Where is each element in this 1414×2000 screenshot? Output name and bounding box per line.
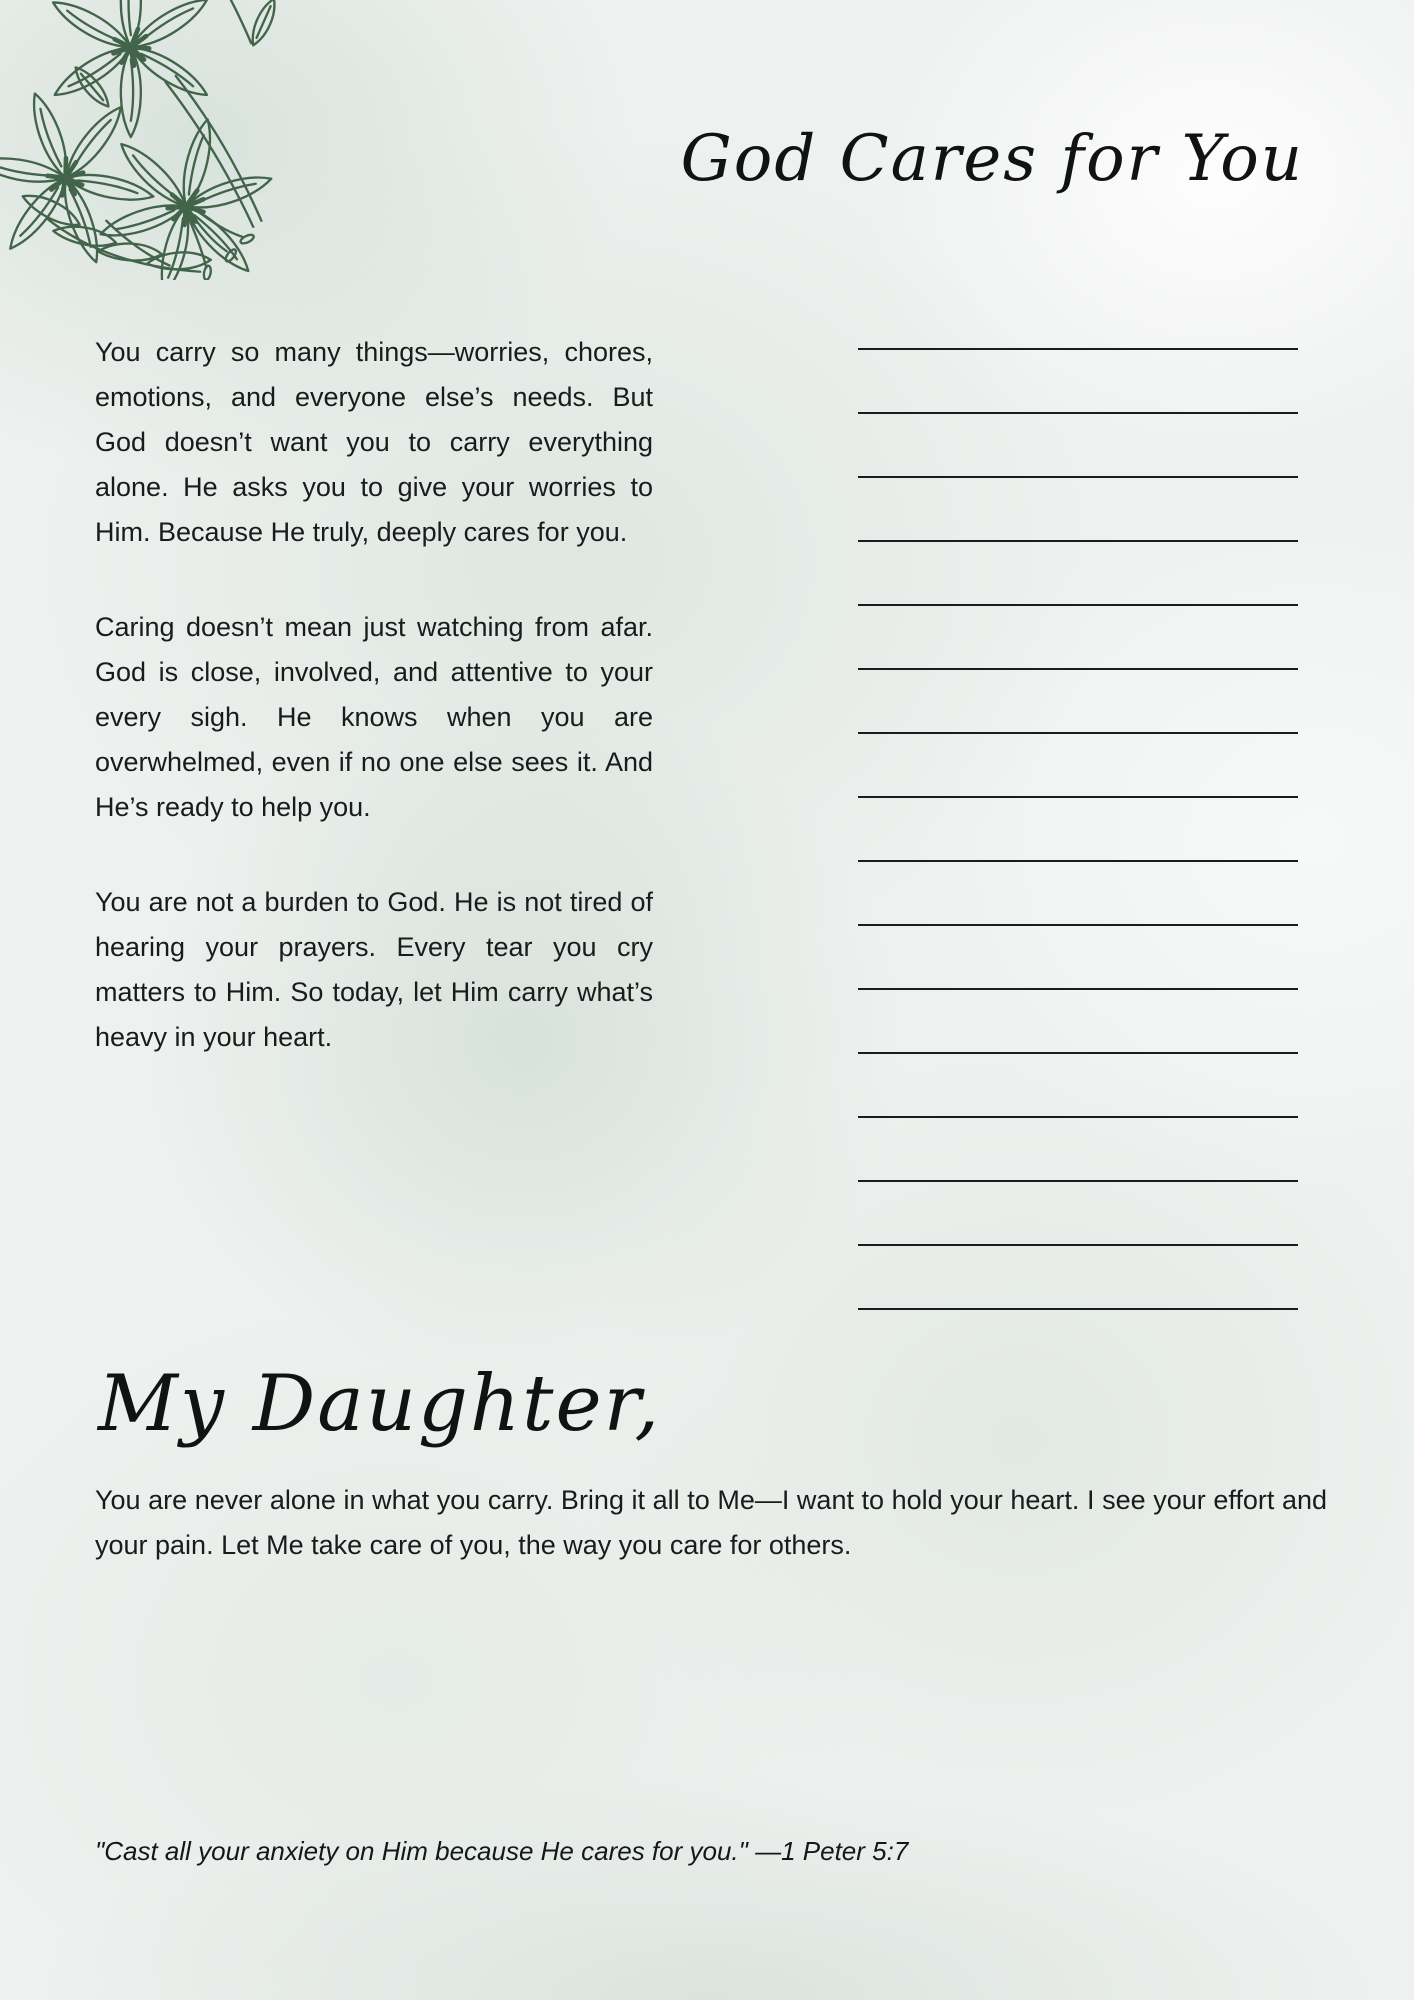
journal-line (858, 734, 1298, 798)
journal-line (858, 606, 1298, 670)
letter-body: You are never alone in what you carry. Bring it all to Me—I want to hold your heart. I see your effort and your pain. Let Me take care of you, the way you care for others. (95, 1485, 1327, 1560)
journal-line (858, 1054, 1298, 1118)
devotional-paragraph: Caring doesn’t mean just watching from afar. God is close, involved, and attentive to your every sigh. He knows when you are overwhelmed, even if no one else sees it. And He’s ready to help you. (95, 612, 653, 822)
journal-line (858, 286, 1298, 350)
journal-line (858, 478, 1298, 542)
page-title: God Cares for You (680, 122, 1304, 196)
journal-line (858, 1246, 1298, 1310)
journal-line (858, 542, 1298, 606)
devotional-text-column (95, 330, 653, 1110)
verse-text: "Cast all your anxiety on Him because He cares for you." —1 Peter 5:7 (95, 1836, 909, 1866)
devotional-paragraph: You carry so many things—worries, chores, emotions, and everyone else’s needs. But God doesn’t want you to carry everything alone. He asks you to give your worries to Him. Because He truly, deeply cares for you. (95, 337, 653, 547)
journal-line (858, 350, 1298, 414)
journal-line (858, 670, 1298, 734)
journal-line (858, 862, 1298, 926)
devotional-paragraph: You are not a burden to God. He is not tired of hearing your prayers. Every tear you cry matters to Him. So today, let Him carry what’s heavy in your heart. (95, 887, 653, 1052)
journal-line (858, 414, 1298, 478)
journal-line (858, 798, 1298, 862)
journal-lines (858, 286, 1298, 1310)
journal-line (858, 1182, 1298, 1246)
letter-heading: My Daughter, (98, 1359, 662, 1449)
journal-line (858, 990, 1298, 1054)
lily-flowers-illustration (0, 0, 292, 280)
journal-line (858, 926, 1298, 990)
journal-line (858, 1118, 1298, 1182)
